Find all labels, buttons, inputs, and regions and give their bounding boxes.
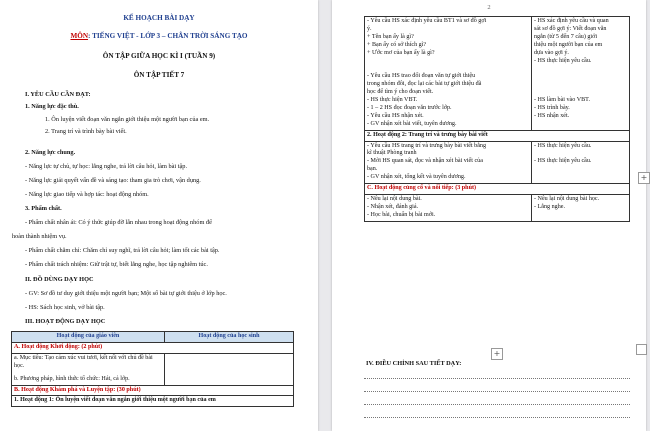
student-step: dựa vào gợi ý. (534, 49, 569, 56)
add-column-button[interactable]: + (638, 172, 650, 184)
student-step: - HS trình bày. (534, 104, 570, 111)
teacher-step: - Nêu lại nội dung bài. (367, 196, 422, 202)
teacher-step: kĩ thuật Phòng tranh (367, 150, 417, 157)
activities-table (11, 331, 294, 407)
teacher-step: - Yêu cầu HS nhận xét. (367, 112, 424, 119)
competence-item: - Năng lực giao tiếp và hợp tác: hoạt động nhóm. (25, 191, 149, 198)
student-step: - Nêu lại nội dung bài học. (534, 196, 600, 202)
teacher-step: - GV nhận xét, tổng kết và tuyên dương. (367, 174, 466, 181)
activity-c-teacher-cell (365, 195, 532, 222)
student-step: thiệu một người bạn của em (534, 41, 603, 48)
quality-item: - Phẩm chất nhân ái: Có ý thức giúp đỡ lẫn nhau trong hoạt động nhóm để (25, 219, 212, 226)
dotted-line (364, 378, 630, 379)
quality-item: - Phẩm chất chăm chỉ: Chăm chỉ suy nghĩ, trả lời câu hỏi; làm tốt các bài tập. (25, 247, 220, 254)
activity-a-teacher-cell (12, 353, 165, 385)
teacher-step: bạn. (367, 166, 378, 173)
teacher-step: - HS thực hiện VBT. (367, 97, 418, 104)
activity-1-title: 1. Hoạt động 1: Ôn luyện viết đoạn văn ngắn giới thiệu một người bạn của em (12, 396, 294, 407)
teacher-step: + Tên bạn ấy là gì? (367, 33, 414, 40)
materials-item: - GV: Sơ đồ tư duy giới thiệu một người bạn; Một số bài tự giới thiệu ở lớp học. (25, 290, 227, 297)
activities-table-continued (364, 16, 630, 222)
student-step: - HS thực hiện yêu cầu. (534, 142, 592, 149)
subject-text: : TIẾNG VIỆT - LỚP 3 – CHÂN TRỜI SÁNG TẠO (88, 32, 248, 40)
dotted-line (364, 417, 630, 418)
col-header-student: Hoạt động của học sinh (165, 332, 294, 343)
document-page-2 (332, 0, 646, 431)
student-step: - HS nhận xét. (534, 112, 570, 119)
activity-c-title: C. Hoạt động củng cố và nối tiếp: (3 phút) (365, 184, 630, 195)
section-1-3-heading: 3. Phẩm chất. (25, 205, 62, 212)
activity-2-student-cell (532, 141, 630, 184)
section-1-heading: I. YÊU CẦU CẦN ĐẠT: (25, 91, 91, 98)
activity-a-item: a. Mục tiêu: Tạo cảm xúc vui tươi, kết nối với chủ đề bài học. (14, 354, 153, 369)
teacher-step: ý. (367, 25, 372, 32)
dotted-line (364, 391, 630, 392)
teacher-step: - Mời HS quan sát, đọc và nhận xét bài viết của (367, 158, 483, 165)
activity-c-student-cell (532, 195, 630, 222)
teacher-step: - GV nhận xét bài viết, tuyên dương. (367, 120, 457, 127)
teacher-step: - Yêu cầu HS trao đổi đoạn văn tự giới thiệu (367, 73, 476, 80)
student-step: sát sơ đồ gợi ý: Viết đoạn văn (534, 25, 607, 32)
student-step: - HS xác định yêu cầu và quan (534, 18, 609, 24)
activity-a-student-cell (165, 353, 294, 385)
teacher-step: - Học bài, chuẩn bị bài mới. (367, 211, 436, 218)
subject-line (0, 32, 318, 40)
competence-item: - Năng lực tự chủ, tự học: lắng nghe, trả lời câu hỏi, làm bài tập. (25, 163, 188, 170)
activity-2-teacher-cell (365, 141, 532, 184)
add-row-button[interactable]: + (491, 348, 503, 360)
teacher-step: + Bạn ấy có sở thích gì? (367, 41, 427, 48)
teacher-step: - 1 – 2 HS đọc đoạn văn trước lớp. (367, 104, 452, 111)
document-page-1 (0, 0, 318, 431)
resize-handle[interactable] (636, 344, 647, 355)
dotted-line (364, 404, 630, 405)
teacher-step: + Ước mơ của bạn ấy là gì? (367, 49, 435, 56)
teacher-step: - Yêu cầu HS trang trí và trưng bày bài viết bằng (367, 142, 486, 149)
activity-b-title: B. Hoạt động Khám phá và Luyện tập: (30 phút) (12, 385, 294, 396)
page-number: 2 (487, 4, 491, 11)
student-step: ngắn (từ 5 đến 7 câu) giới (534, 33, 598, 40)
student-step: - Lắng nghe. (534, 203, 565, 210)
section-1-1-heading: 1. Năng lực đặc thù. (25, 103, 79, 110)
materials-item: - HS: Sách học sinh, vở bài tập. (25, 304, 105, 311)
spacer (534, 65, 627, 97)
teacher-step: trong nhóm đôi, đọc lại các bài tự giới thiệu đã (367, 81, 482, 88)
section-3-heading: III. HOẠT ĐỘNG DẠY HỌC (25, 318, 106, 325)
teacher-step: học để tìm ý cho đoạn viết. (367, 89, 434, 96)
teacher-step: - Yêu cầu HS xác định yêu cầu BT1 và sơ đồ gợi (367, 18, 487, 24)
activity-a-item: b. Phương pháp, hình thức tổ chức: Hát, cả lớp. (14, 375, 130, 382)
col-header-teacher: Hoạt động của giáo viên (12, 332, 165, 343)
activity-2-title: 2. Hoạt động 2: Trang trí và trưng bày bài viết (365, 130, 630, 141)
subject-label: MÔN (70, 32, 89, 40)
activity-1-student-cell (532, 17, 630, 131)
activity-a-title: A. Hoạt động Khởi động: (2 phút) (12, 342, 294, 353)
review-title: ÔN TẬP GIỮA HỌC KÌ I (TUẦN 9) (102, 52, 216, 60)
section-2-heading: II. ĐỒ DÙNG DẠY HỌC (25, 276, 94, 283)
quality-item: hoàn thành nhiệm vụ. (12, 233, 67, 240)
doc-title: KẾ HOẠCH BÀI DẠY (123, 14, 195, 22)
student-step: - HS thực hiện yêu cầu. (534, 158, 592, 165)
section-4-heading: IV. ĐIỀU CHỈNH SAU TIẾT DẠY: (366, 360, 462, 367)
quality-item: - Phẩm chất trách nhiệm: Giữ trật tự, biết lắng nghe, học tập nghiêm túc. (25, 261, 208, 268)
competence-item: - Năng lực giải quyết vấn đề và sáng tạo: tham gia trò chơi, vận dụng. (25, 177, 201, 184)
objective-item: 1. Ôn luyện viết đoạn văn ngắn giới thiệu một người bạn của em. (45, 116, 210, 123)
teacher-step: - Nhận xét, đánh giá. (367, 203, 419, 210)
lesson-title: ÔN TẬP TIẾT 7 (133, 71, 185, 79)
objective-item: 2. Trang trí và trình bày bài viết. (45, 128, 127, 135)
student-step: - HS làm bài vào VBT. (534, 97, 590, 104)
activity-1-teacher-cell (365, 17, 532, 131)
section-1-2-heading: 2. Năng lực chung. (25, 149, 76, 156)
student-step: - HS thực hiện yêu cầu. (534, 57, 592, 64)
spacer (367, 58, 529, 66)
